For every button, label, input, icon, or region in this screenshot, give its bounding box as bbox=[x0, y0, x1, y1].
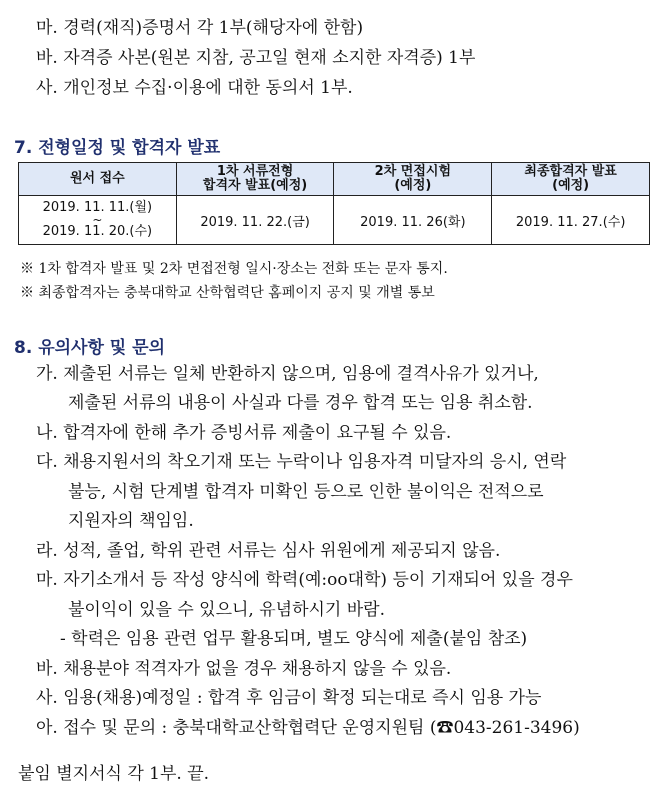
table-header-row bbox=[19, 163, 650, 196]
range-start: 2019. 11. 11.(월) bbox=[42, 200, 153, 215]
range-end: 2019. 11. 20.(수) bbox=[42, 224, 153, 239]
cell-final-date: 2019. 11. 27.(수) bbox=[492, 196, 650, 245]
cell-interview-date: 2019. 11. 26(화) bbox=[334, 196, 492, 245]
header-application bbox=[19, 163, 177, 196]
note-a-contact: 아. 접수 및 문의 : 충북대학교산학협력단 운영지원팀 (☎043-261-3496) bbox=[36, 718, 580, 738]
note-notification: ※ 1차 합격자 발표 및 2차 면접전형 일시·장소는 전화 또는 문자 통지. bbox=[20, 261, 448, 277]
item-ma: 마. 경력(재직)증명서 각 1부(해당자에 한함) bbox=[36, 18, 364, 38]
note-final-announcement: ※ 최종합격자는 충북대학교 산학협력단 홈페이지 공지 및 개별 통보 bbox=[20, 285, 435, 301]
header-interview-text: 2차 면접시험 (예정) bbox=[374, 164, 452, 193]
header-final bbox=[492, 163, 650, 196]
schedule-table bbox=[18, 162, 650, 245]
note-ma-line2: 불이익이 있을 수 있으니, 유념하시기 바람. bbox=[68, 600, 386, 620]
cell-first-stage-date: 2019. 11. 22.(금) bbox=[176, 196, 334, 245]
section8-heading: 8. 유의사항 및 문의 bbox=[14, 338, 165, 358]
header-first-stage-text: 1차 서류전형 합격자 발표(예정) bbox=[202, 164, 308, 193]
note-ga-line1: 가. 제출된 서류는 일체 반환하지 않으며, 임용에 결격사유가 있거나, bbox=[36, 364, 539, 384]
header-application-text: 원서 접수 bbox=[69, 171, 125, 186]
cell-application-period bbox=[19, 196, 177, 245]
note-ga-line2: 제출된 서류의 내용이 사실과 다를 경우 합격 또는 임용 취소함. bbox=[68, 393, 533, 413]
note-da-line1: 다. 채용지원서의 착오기재 또는 누락이나 임용자격 미달자의 응시, 연락 bbox=[36, 452, 567, 472]
section7-heading: 7. 전형일정 및 합격자 발표 bbox=[14, 138, 221, 158]
header-final-text: 최종합격자 발표 (예정) bbox=[524, 164, 617, 193]
item-sa: 사. 개인정보 수집·이용에 대한 동의서 1부. bbox=[36, 78, 353, 98]
note-da-line3: 지원자의 책임임. bbox=[68, 511, 194, 531]
note-ra: 라. 성적, 졸업, 학위 관련 서류는 심사 위원에게 제공되지 않음. bbox=[36, 541, 501, 561]
note-sa: 사. 임용(채용)예정일 : 합격 후 임금이 확정 되는대로 즉시 임용 가능 bbox=[36, 688, 542, 708]
note-ba: 바. 채용분야 적격자가 없을 경우 채용하지 않을 수 있음. bbox=[36, 659, 452, 679]
header-first-stage bbox=[176, 163, 334, 196]
item-ba: 바. 자격증 사본(원본 지참, 공고일 현재 소지한 자격증) 1부 bbox=[36, 48, 476, 68]
range-tilde: ~ bbox=[92, 213, 103, 227]
attachment-footer: 붙임 별지서식 각 1부. 끝. bbox=[18, 764, 210, 784]
header-interview bbox=[334, 163, 492, 196]
note-na: 나. 합격자에 한해 추가 증빙서류 제출이 요구될 수 있음. bbox=[36, 423, 452, 443]
table-row bbox=[19, 196, 650, 245]
note-ma-sub: - 학력은 임용 관련 업무 활용되며, 별도 양식에 제출(붙임 참조) bbox=[60, 629, 528, 649]
note-ma-line1: 마. 자기소개서 등 작성 양식에 학력(예:oo대학) 등이 기재되어 있을 경우 bbox=[36, 570, 573, 590]
note-da-line2: 불능, 시험 단계별 합격자 미확인 등으로 인한 불이익은 전적으로 bbox=[68, 482, 544, 502]
